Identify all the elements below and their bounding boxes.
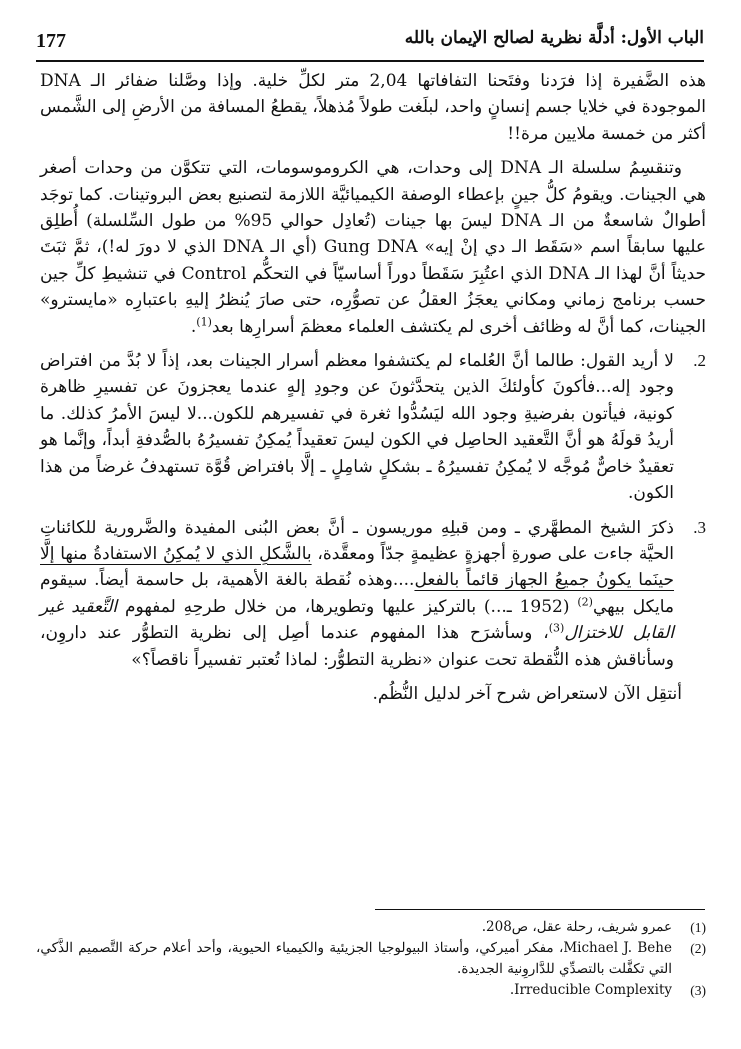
footnote-text: عمرو شريف، رحلة عقل، ص208.: [481, 919, 672, 935]
footnote-text: Michael J. Behe، مفكر أميركي، وأستاذ البيولوجيا الجزيئية والكيمياء الحيوية، وأحد أعلام حركة التَّصميم الذَّكي، التي تكفَّلت بالتصدِّي للدَّاروِنية الجديدة.: [36, 940, 672, 977]
footnote-number: (1): [690, 920, 706, 935]
running-title: الباب الأول: أدلَّة نظرية لصالح الإيمان بالله: [404, 28, 704, 48]
footnote-3: [36, 980, 706, 1001]
footnote-number: (2): [690, 941, 706, 956]
list-item-3: [40, 515, 706, 673]
footnote-ref-1: (1): [196, 315, 212, 328]
footnote-2: [36, 938, 706, 980]
underlined-text: بالشَّكلِ الذي لا يُمكِنُ الاستفادةُ منها إلَّا حينَما يكونُ جميعُ الجهاز قائماً بالفعل: [40, 543, 675, 591]
footnotes: [36, 917, 706, 1001]
footnote-divider: [375, 909, 705, 910]
page-header: [36, 26, 704, 62]
irreducible-complexity-term: التَّعقيد غير القابل للاختزال: [40, 596, 675, 644]
footnote-number: (3): [690, 983, 706, 998]
page-number: 177: [36, 30, 66, 52]
paragraph-2: [40, 155, 706, 340]
list-item-3-text-c: (1952 ـ...) بالتركيز عليها وتطويرها، من خلال طرحِهِ لمفهوم: [117, 596, 578, 617]
paragraph-2-text: وتنقسِمُ سلسلة الـ DNA إلى وحدات، هي الكروموسومات، التي تتكوَّن من وحدات أصغر هي الجينات. ويقومُ كلُّ جينٍ بإعطاء الوصفة الكيميائيَّة اللازمة لتصنيع بعض البروتينات. كما توجَد أطوالٌ شاسعةٌ من الـ DNA ليسَ بها جينات (تُعادِل حوالي 95% من طول السِّلسلة) أُطلِق عليها سابقاً اسم «سَقَط الـ دي إنْ إيه» Gung DNA (أي الـ DNA الذي لا دورَ له!)، ثمَّ ثبَتَ حديثاً أنَّ لهذا الـ DNA الذي اعتُبِرَ سَقَطاً دوراً أساسيّاً في التحكُّم Control في تنشيطِ كلِّ جين حسب برنامج زماني ومكاني يعجَزُ العقلُ عن تصوُّرِه، حتى صارَ يُنظرُ إليهِ باعتبارِه «مايسترو» الجينات، كما أنَّ له وظائف أخرى لم يكتشف العلماء معظمَ أسرارِها بعد: [40, 158, 706, 337]
list-item-3-text-b: ....وهذه نُقطة بالغة الأهمية، بل حاسمة أيضاً. سيقوم مايكل بيهي: [40, 570, 674, 617]
footnote-ref-3: (3): [548, 621, 565, 635]
list-item-2: [40, 348, 706, 506]
paragraph-2-end: .: [190, 316, 197, 337]
list-item-3-text-a: ذكرَ الشيخ المطهَّري ـ ومن قبلِهِ موريسون ـ أنَّ بعض البُنى المفيدة والضَّرورية للكائناتِ الحيَّة جاءت على صورةِ أجهزةٍ عظيمةٍ جدّاً ومعقَّدة،: [40, 517, 674, 564]
closing-paragraph: أنتقِل الآن لاستعراض شرح آخر لدليل النُّظُم.: [372, 683, 682, 704]
paragraph-1: هذه الضَّفيرة إذا فرَدنا وفتَحنا التفافاتها 2,04 متر لكلِّ خلية. وإذا وصَّلنا ضفائر الـ DNA الموجودة في خلايا جسم إنسانٍ واحد، لبلَغت طولاً مُذهلاً، يقطعُ المسافة من الأرضِ إلى الشَّمس أكثر من خمسة ملايين مرة!!: [40, 71, 707, 144]
list-item-3-text-d: ، وسأشرَح هذا المفهوم عندما أصِل إلى نظرية التطوُّر عند داروِن، وسأناقش هذه النُّقطة تحت عنوان «نظرية التطوُّر: لماذا تُعتبر تفسيراً ناقصاً؟»: [40, 623, 674, 670]
main-text: [40, 68, 706, 715]
list-item-2-text: لا أريد القول: طالما أنَّ العُلماء لم يكتشفوا معظم أسرار الجينات بعد، إذاً لا بُدَّ من افتراض وجود إله...فأكونَ كأولئكَ الذين يتحدَّثونَ عن وجودِ إلهٍ عندما يعجزونَ عن تفسيرِ ظاهرة كونية، فيأتون بفرضيةِ وجود الله ليَسُدُّوا ثغرة في تفسيرهم للكون...لا ليسَ الأمرُ كذلك. ما أريدُ قولَهُ هو أنَّ التَّعقيد الحاصِل في الكون ليسَ تعقيداً يُمكِنُ تفسيرُهُ بالصُّدفةِ أبداً، وإنَّما هو تعقيدٌ خاصٌّ مُوجَّه لا يُمكِنُ تفسيرُهُ ـ بشكلٍ شامِلٍ ـ إلَّا بافتراض قُوَّة تستهدفُ غرضاً من هذا الكون.: [40, 351, 674, 504]
list-number-2: .2: [693, 351, 706, 371]
footnote-1: [36, 917, 706, 938]
footnote-ref-2: (2): [577, 595, 593, 609]
list-number-3: .3: [693, 517, 706, 537]
footnote-text: Irreducible Complexity.: [509, 982, 672, 998]
